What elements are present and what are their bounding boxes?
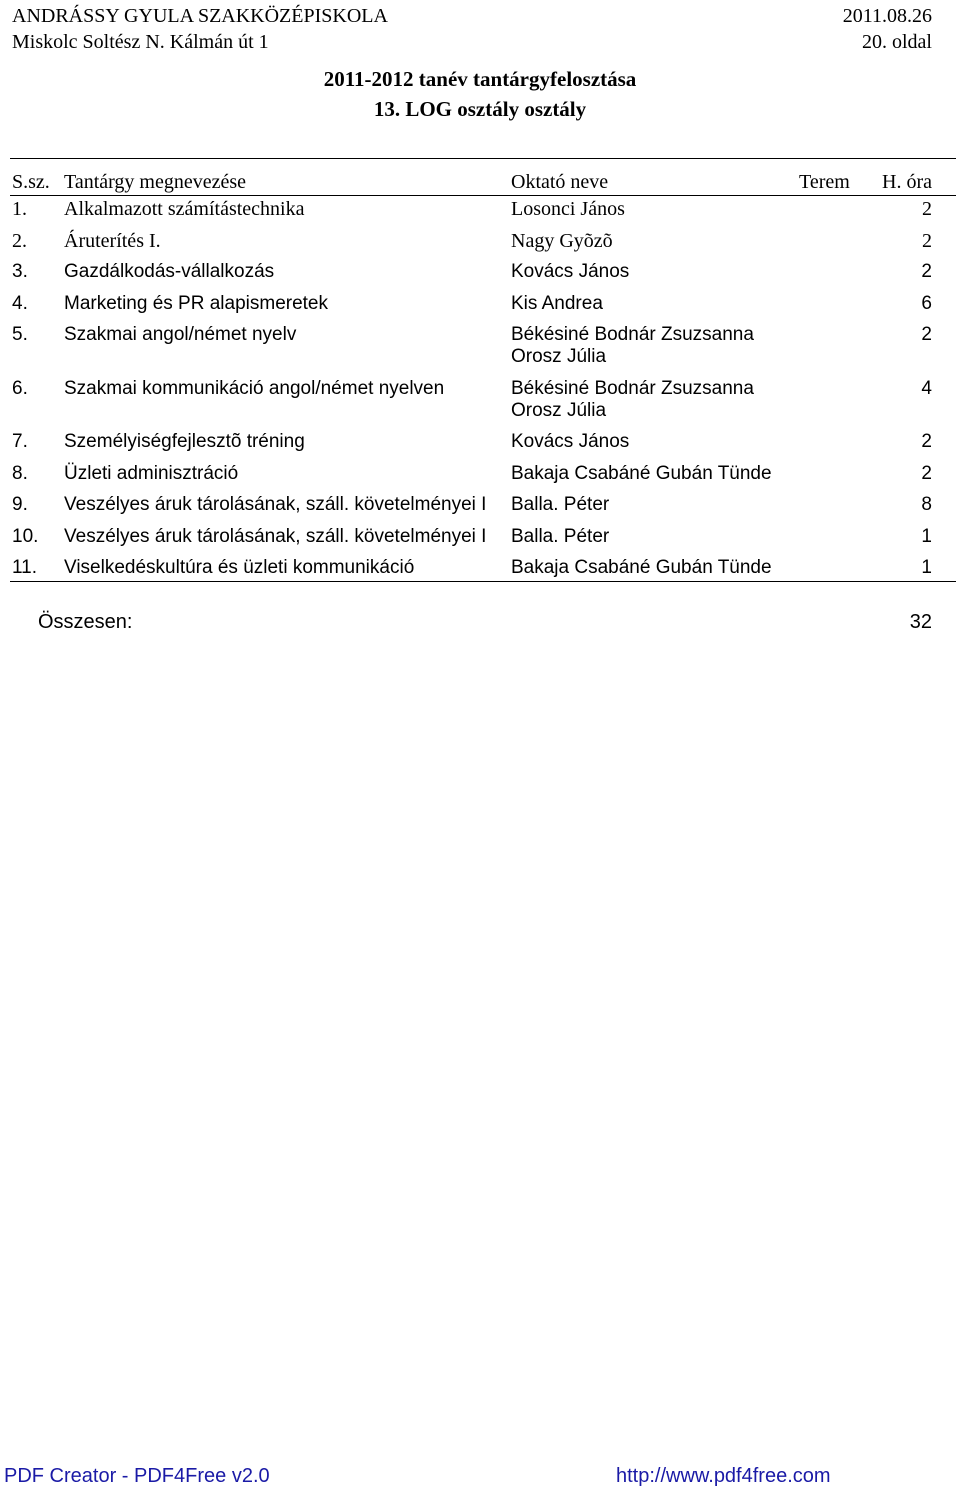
row-teacher-name: Orosz Júlia xyxy=(511,346,607,367)
column-header-subject: Tantárgy megnevezése xyxy=(64,171,247,193)
table-row xyxy=(0,198,960,220)
row-teacher-name: Balla. Péter xyxy=(511,494,610,515)
row-teacher-name: Nagy Gyõzõ xyxy=(511,229,613,252)
table-row xyxy=(0,526,960,548)
table-row xyxy=(0,378,960,422)
row-hours: 6 xyxy=(921,292,932,314)
total-value: 32 xyxy=(909,611,932,633)
row-number: 7. xyxy=(12,431,28,452)
row-hours: 8 xyxy=(921,494,932,515)
table-row xyxy=(0,557,960,579)
row-teacher-name: Kovács János xyxy=(511,261,630,282)
table-row xyxy=(0,494,960,516)
table-bottom-rule xyxy=(10,581,956,582)
row-teacher-name: Kovács János xyxy=(511,431,630,452)
row-subject: Alkalmazott számítástechnika xyxy=(64,198,305,220)
table-body xyxy=(0,198,960,589)
row-teacher-name: Bakaja Csabáné Gubán Tünde xyxy=(511,462,772,484)
row-number: 2. xyxy=(12,229,27,252)
row-hours: 1 xyxy=(921,525,932,547)
page-number: 20. oldal xyxy=(862,31,932,53)
row-number: 4. xyxy=(12,292,28,314)
row-teacher-name: Békésiné Bodnár Zsuzsanna xyxy=(511,324,754,345)
table-header-row xyxy=(0,169,960,195)
row-teachers xyxy=(511,431,629,453)
row-subject: Szakmai kommunikáció angol/német nyelven xyxy=(64,377,445,399)
row-teacher-name: Kis Andrea xyxy=(511,292,603,314)
column-header-teacher: Oktató neve xyxy=(511,171,609,193)
column-header-room: Terem xyxy=(799,171,850,193)
total-label: Összesen: xyxy=(38,611,133,633)
row-number: 8. xyxy=(12,462,28,484)
row-hours: 2 xyxy=(921,462,932,484)
row-number: 3. xyxy=(12,261,28,282)
school-address: Miskolc Soltész N. Kálmán út 1 xyxy=(12,31,269,53)
row-teachers xyxy=(511,198,625,220)
row-teachers xyxy=(511,494,609,516)
row-teachers xyxy=(511,293,603,315)
row-subject: Szakmai angol/német nyelv xyxy=(64,324,297,345)
row-subject: Áruterítés I. xyxy=(64,229,161,252)
table-top-rule xyxy=(10,158,956,159)
row-teacher-name: Bakaja Csabáné Gubán Tünde xyxy=(511,557,772,578)
row-number: 10. xyxy=(12,525,39,547)
row-teacher-name: Orosz Júlia xyxy=(511,399,607,421)
row-hours: 1 xyxy=(921,557,932,578)
title-line-2: 13. LOG osztály osztály xyxy=(373,97,587,121)
column-header-hours: H. óra xyxy=(882,171,932,193)
table-header-rule xyxy=(10,195,956,196)
row-teachers xyxy=(511,261,629,283)
row-hours: 2 xyxy=(921,431,932,452)
row-subject: Üzleti adminisztráció xyxy=(64,462,239,484)
table-row xyxy=(0,261,960,283)
row-teachers xyxy=(511,324,754,368)
row-teachers xyxy=(511,378,754,422)
row-subject: Gazdálkodás-vállalkozás xyxy=(64,261,275,282)
row-teachers xyxy=(511,230,613,252)
footer-creator: PDF Creator - PDF4Free v2.0 xyxy=(4,1465,270,1487)
row-number: 6. xyxy=(12,377,28,399)
row-teachers xyxy=(511,463,772,485)
document-date: 2011.08.26 xyxy=(842,5,932,27)
document-header-left xyxy=(12,3,388,55)
school-name: ANDRÁSSY GYULA SZAKKÖZÉPISKOLA xyxy=(12,5,388,27)
row-number: 1. xyxy=(12,198,27,220)
row-hours: 2 xyxy=(921,324,932,345)
document-header-right xyxy=(843,3,932,55)
row-hours: 2 xyxy=(922,198,932,220)
title-line-1: 2011-2012 tanév tantárgyfelosztása xyxy=(323,67,637,91)
row-subject: Személyiségfejlesztõ tréning xyxy=(64,431,305,452)
total-row xyxy=(0,608,960,636)
row-number: 5. xyxy=(12,324,28,345)
table-row xyxy=(0,293,960,315)
footer-url[interactable]: http://www.pdf4free.com xyxy=(616,1465,831,1487)
row-subject: Veszélyes áruk tárolásának, száll. követelményei I xyxy=(64,494,487,515)
row-teacher-name: Békésiné Bodnár Zsuzsanna xyxy=(511,377,754,399)
row-hours: 4 xyxy=(921,377,932,399)
row-teacher-name: Balla. Péter xyxy=(511,525,610,547)
row-teachers xyxy=(511,526,609,548)
table-row xyxy=(0,230,960,252)
table-row xyxy=(0,431,960,453)
row-subject: Marketing és PR alapismeretek xyxy=(64,292,328,314)
row-hours: 2 xyxy=(922,229,932,252)
row-teachers xyxy=(511,557,772,579)
table-row xyxy=(0,324,960,368)
row-subject: Veszélyes áruk tárolásának, száll. követelményei I xyxy=(64,525,487,547)
document-title xyxy=(0,64,960,124)
row-teacher-name: Losonci János xyxy=(511,198,625,220)
column-header-number: S.sz. xyxy=(12,171,50,193)
row-subject: Viselkedéskultúra és üzleti kommunikáció xyxy=(64,557,415,578)
row-hours: 2 xyxy=(921,261,932,282)
row-number: 9. xyxy=(12,494,28,515)
table-row xyxy=(0,463,960,485)
row-number: 11. xyxy=(12,557,38,578)
